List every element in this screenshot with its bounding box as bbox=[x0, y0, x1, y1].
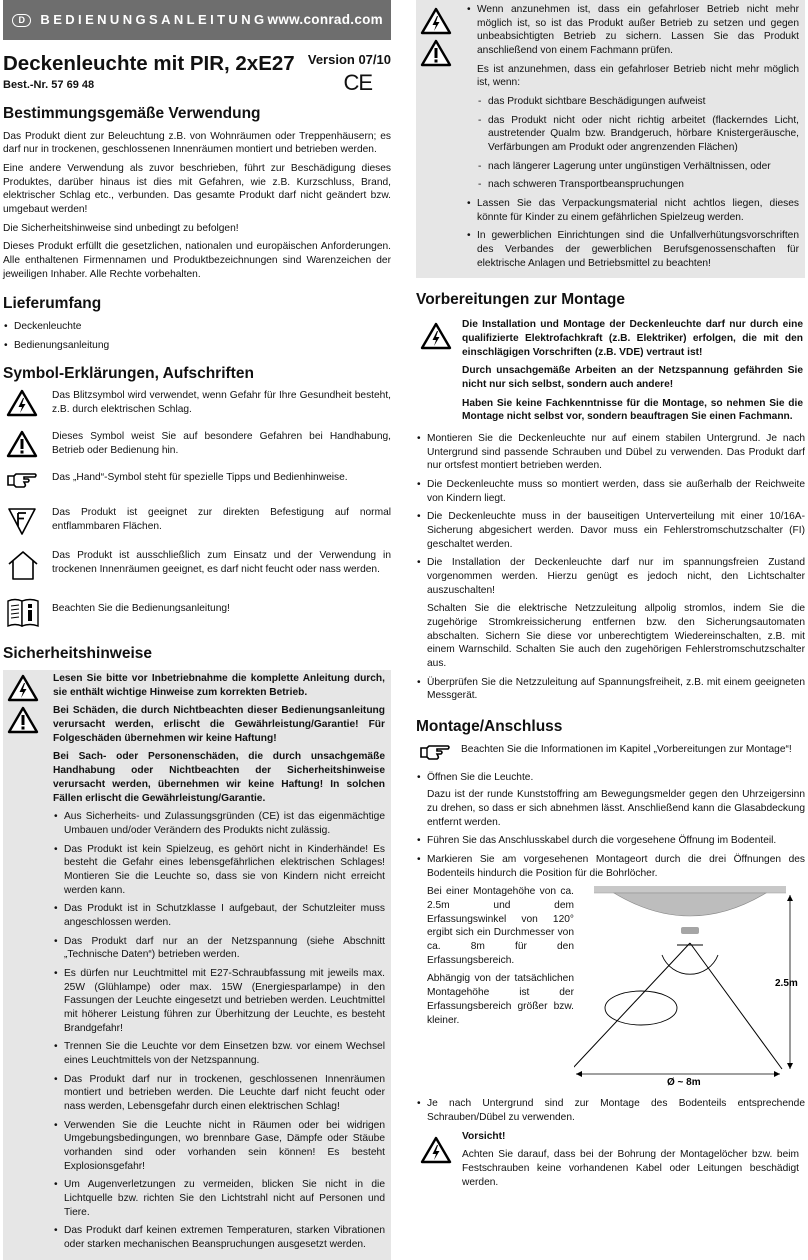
lightning-warning-icon bbox=[420, 1136, 452, 1164]
list-item: • Verwenden Sie die Leuchte nicht in Räumen oder bei widrigen Umgebungsbedingungen, wo brennbare Gase, Dämpfe oder Stäube vorhanden sind oder vorhanden sein können! Es besteht Explosionsgefahr! bbox=[53, 1119, 385, 1174]
symbol-description: Das „Hand“-Symbol steht für spezielle Tipps und Bedienhinweise. bbox=[52, 472, 348, 484]
hand-pointer-icon bbox=[6, 471, 38, 491]
motion-sensor bbox=[681, 927, 699, 934]
list-item: • In gewerblichen Einrichtungen sind die Unfallverhütungsvorschriften des Verbandes der gewerblichen Berufsgenossenschaften für elektrische Anlagen und Betriebsmittel zu beachten! bbox=[466, 229, 799, 270]
version-label: Version 07/10 bbox=[307, 52, 391, 67]
mounting-list bbox=[416, 771, 805, 881]
section-heading-mounting: Montage/Anschluss bbox=[416, 717, 563, 735]
lightning-warning-icon bbox=[420, 322, 452, 350]
left-column bbox=[3, 0, 391, 1260]
paragraph: Abhängig von der tatsächlichen Montagehöhe ist der Erfassungsbereich größer bzw. kleiner. bbox=[427, 973, 574, 1026]
paragraph: Es ist anzunehmen, dass ein gefahrloser Betrieb nicht mehr möglich ist, wenn: bbox=[477, 63, 799, 89]
list-item: • Überprüfen Sie die Netzzuleitung auf Spannungsfreiheit, z.B. mit einem geeigneten Messgerät. bbox=[416, 676, 805, 703]
paragraph: Das Produkt dient zur Beleuchtung z.B. von Wohnräumen oder Treppenhäusern; es darf nur in trockenen, geschlossenen Innenräumen montiert und betrieben werden. bbox=[3, 130, 391, 156]
delivery-list bbox=[3, 320, 391, 352]
warning-text: Die Installation und Montage der Deckenleuchte darf nur durch eine qualifizierte Elektrofachkraft (z.B. Elektriker) erfolgen, die mit den einschlägigen Vorschriften (z.B. VDE) vertraut ist! bbox=[462, 319, 803, 358]
hand-pointer-icon bbox=[419, 743, 451, 763]
height-label: 2.5m bbox=[775, 978, 798, 990]
symbol-row bbox=[3, 549, 391, 581]
detection-range-diagram bbox=[574, 883, 804, 1091]
list-item-text: Öffnen Sie die Leuchte. bbox=[427, 771, 534, 783]
list-item-text: Wenn anzunehmen ist, dass ein gefahrloser Betrieb nicht mehr möglich ist, so ist das Produkt außer Betrieb zu setzen und gegen unbeabsichtigten Betrieb zu sichern. Lassen Sie das Produkt anschließend von einem Fachmann prüfen. bbox=[477, 4, 799, 57]
warning-text: Haben Sie keine Fachkenntnisse für die Montage, so nehmen Sie die Montage nicht selbst vor, sondern beauftragen Sie einen Fachmann. bbox=[462, 397, 803, 423]
header-url: www.conrad.com bbox=[267, 11, 383, 27]
list-item: - nach schweren Transportbeanspruchungen bbox=[477, 178, 799, 192]
paragraph: Die Sicherheitshinweise sind unbedingt zu befolgen! bbox=[3, 222, 239, 234]
list-item: • Das Produkt darf keinen extremen Temperaturen, starken Vibrationen oder starken mechanischen Beanspruchungen ausgesetzt werden. bbox=[53, 1224, 385, 1251]
caution-text: Achten Sie darauf, dass bei der Bohrung der Montagelöcher bzw. beim Festschrauben keine vorhandenen Kabel oder Leitungen beschädigt werden. bbox=[462, 1149, 799, 1188]
list-item: - das Produkt sichtbare Beschädigungen aufweist bbox=[477, 95, 799, 109]
symbol-row bbox=[3, 506, 391, 536]
list-item bbox=[416, 771, 805, 830]
list-item: • Trennen Sie die Leuchte vor dem Einsetzen bzw. vor einem Wechsel eines Leuchtmittels von der Netzspannung. bbox=[53, 1040, 385, 1067]
diameter-label: Ø ~ 8m bbox=[667, 1077, 701, 1089]
section-heading-preparation: Vorbereitungen zur Montage bbox=[416, 291, 625, 309]
house-icon bbox=[6, 549, 40, 581]
safety-list-continued bbox=[466, 3, 799, 270]
safety-box-continued bbox=[416, 0, 805, 278]
safety-warning-text: Bei Sach- oder Personenschäden, die durch unsachgemäße Handhabung oder Nichtbeachten der Sicherheitshinweise verursacht werden, übernehmen wir keine Haftung! In solchen Fällen erlischt die Gewährleistung/Garantie. bbox=[53, 751, 385, 804]
list-item: • Aus Sicherheits- und Zulassungsgründen (CE) ist das eigenmächtige Umbauen und/oder Verändern des Produkts nicht zulässig. bbox=[53, 810, 385, 837]
paragraph: Dieses Produkt erfüllt die gesetzlichen, nationalen und europäischen Anforderungen. Alle enthaltenen Firmennamen und Produktbezeichnungen sind Warenzeichen der jeweiligen Inhaber. Alle Rechte vorbehalten. bbox=[3, 241, 391, 280]
symbol-description: Das Produkt ist ausschließlich zum Einsatz und der Verwendung in trockenen Innenräumen geeignet, es darf nicht feucht oder nass werden. bbox=[52, 550, 391, 576]
list-item: • Um Augenverletzungen zu vermeiden, blicken Sie nicht in die Lichtquelle bzw. richten Sie den Lichtstrahl nicht auf Personen und Tiere. bbox=[53, 1178, 385, 1219]
preparation-list bbox=[416, 432, 805, 597]
warning-text: Durch unsachgemäße Arbeiten an der Netzspannung gefährden Sie nicht nur sich selbst, sondern auch andere! bbox=[462, 365, 803, 390]
exclamation-warning-icon bbox=[7, 706, 39, 734]
section-heading-intended-use: Bestimmungsgemäße Verwendung bbox=[3, 105, 261, 122]
safety-list bbox=[53, 810, 385, 1251]
section-heading-safety: Sicherheitshinweise bbox=[3, 645, 153, 663]
section-heading-symbols: Symbol-Erklärungen, Aufschriften bbox=[3, 364, 254, 382]
safety-warning-text: Lesen Sie bitte vor Inbetriebnahme die komplette Anleitung durch, sie enthält wichtige Hinweise zum korrekten Betrieb. bbox=[53, 673, 385, 698]
lightning-warning-icon bbox=[6, 389, 38, 417]
f-mark-icon bbox=[6, 506, 38, 536]
caution-title: Vorsicht! bbox=[462, 1130, 506, 1142]
list-item: - nach längerer Lagerung unter ungünstigen Verhältnissen, oder bbox=[477, 160, 799, 174]
list-item: • Markieren Sie am vorgesehenen Montageort durch die drei Öffnungen des Bodenteils hindurch die Position für die Bohrlöcher. bbox=[416, 853, 805, 880]
symbol-description: Dieses Symbol weist Sie auf besondere Gefahren bei Handhabung, Betrieb oder Bedienung hin. bbox=[52, 431, 391, 457]
header-title: BEDIENUNGSANLEITUNG bbox=[40, 12, 268, 28]
lamp-shade bbox=[614, 893, 766, 916]
list-item: • Montieren Sie die Deckenleuchte nur auf einem stabilen Untergrund. Je nach Untergrund sind passende Schrauben und Dübel zu verwenden. Das Produkt darf nur ortsfest montiert betrieben werden. bbox=[416, 432, 805, 473]
list-item: • Führen Sie das Anschlusskabel durch die vorgesehene Öffnung im Bodenteil. bbox=[416, 834, 805, 848]
section-heading-delivery: Lieferumfang bbox=[3, 295, 102, 313]
list-item: • Das Produkt darf nur an der Netzspannung (siehe Abschnitt „Technische Daten“) betrieben werden. bbox=[53, 935, 385, 962]
list-item: • Die Deckenleuchte muss so montiert werden, dass sie außerhalb der Reichweite von Kindern liegt. bbox=[416, 478, 805, 505]
list-item: • Je nach Untergrund sind zur Montage des Bodenteils entsprechende Schrauben/Dübel zu verwenden. bbox=[416, 1097, 805, 1124]
item-number: Best.-Nr. 57 69 48 bbox=[3, 79, 95, 91]
list-item: • Das Produkt darf nur in trockenen, geschlossenen Innenräumen montiert und betrieben werden. Die Leuchte darf nicht feucht oder nass werden, Lebensgefahr durch einen elektrischen Schlag! bbox=[53, 1073, 385, 1114]
right-column bbox=[416, 0, 805, 1197]
language-badge: D bbox=[12, 14, 31, 27]
paragraph: Bei einer Montagehöhe von ca. 2.5m und dem Erfassungswinkel von 120° ergibt sich ein Durchmesser von ca. 8m für den Erfassungsbereich. bbox=[427, 886, 574, 966]
manual-info-icon bbox=[6, 596, 40, 628]
list-item: • Bedienungsanleitung bbox=[3, 339, 391, 353]
symbol-row bbox=[3, 430, 391, 458]
symbol-row bbox=[3, 389, 391, 417]
safety-box bbox=[3, 670, 391, 1260]
exclamation-warning-icon bbox=[6, 430, 38, 458]
list-item bbox=[466, 3, 799, 192]
list-item: • Das Produkt ist kein Spielzeug, es gehört nicht in Kinderhände! Es besteht die Gefahr eines lebensgefährlichen elektrischen Schlages! Montieren Sie die Leuchte so, dass sie von Kindern nicht erreicht werden kann. bbox=[53, 843, 385, 898]
lightning-warning-icon bbox=[420, 7, 452, 35]
list-item: • Es dürfen nur Leuchtmittel mit E27-Schraubfassung mit jeweils max. 25W (Glühlampe) oder max. 15W (Energiesparlampe) in den Fassungen der Leuchte eingesetzt und betrieben werden. Leuchtmittel mit höherer Leistung führen zur Überhitzung der Leuchte, es besteht Brandgefahr! bbox=[53, 967, 385, 1035]
list-item: • Die Deckenleuchte muss in der bauseitigen Unterverteilung mit einer 10/16A-Sicherung abgesichert werden. Davor muss ein Fehlerstromschutzschalter (FI) geschaltet werden. bbox=[416, 510, 805, 551]
ceiling bbox=[594, 886, 786, 893]
symbol-description: Das Produkt ist geeignet zur direkten Befestigung auf normal entflammbaren Flächen. bbox=[52, 507, 391, 533]
list-item: • Die Installation der Deckenleuchte darf nur im spannungsfreien Zustand vorgenommen werden. Hierzu genügt es jedoch nicht, den Lichtschalter auszuschalten! bbox=[416, 556, 805, 597]
symbol-description: Das Blitzsymbol wird verwendet, wenn Gefahr für Ihre Gesundheit besteht, z.B. durch elektrischen Schlag. bbox=[52, 390, 391, 416]
list-item: • Das Produkt ist in Schutzklasse I aufgebaut, der Schutzleiter muss angeschlossen werden. bbox=[53, 902, 385, 929]
title-block bbox=[3, 40, 391, 102]
list-item: • Deckenleuchte bbox=[3, 320, 391, 334]
safety-warning-text: Bei Schäden, die durch Nichtbeachten dieser Bedienungsanleitung verursacht werden, erlischt die Gewährleistung/Garantie! Für Folgeschäden übernehmen wir keine Haftung! bbox=[53, 705, 385, 744]
hand-note-text: Beachten Sie die Informationen im Kapitel „Vorbereitungen zur Montage“! bbox=[461, 743, 792, 755]
list-item: • Lassen Sie das Verpackungsmaterial nicht achtlos liegen, dieses könnte für Kinder zu einem gefährlichen Spielzeug werden. bbox=[466, 197, 799, 224]
paragraph: Dazu ist der runde Kunststoffring am Bewegungsmelder gegen den Uhrzeigersinn zu drehen, so dass er sich abnehmen lässt. Anschließend kann die Glasabdeckung entfernt werden. bbox=[427, 789, 805, 828]
caution-box bbox=[416, 1130, 805, 1198]
detection-circle bbox=[605, 991, 677, 1025]
figure-text bbox=[427, 885, 574, 1032]
header-bar bbox=[3, 0, 391, 40]
hand-note-row bbox=[416, 743, 805, 763]
detection-figure-block bbox=[416, 885, 805, 1093]
document-title: Deckenleuchte mit PIR, 2xE27 bbox=[3, 52, 295, 75]
paragraph: Schalten Sie die elektrische Netzzuleitung allpolig stromlos, indem Sie die zugehörige Stromkreissicherung entfernen bzw. den Sicherungsautomaten abschalten. Sichern Sie diese vor unberechtigtem Wiedereinschalten, z.B. mit einem Warnschild. Schalten Sie auch den zugehörigen Fehlerstromschutzschalter aus. bbox=[427, 603, 805, 669]
symbol-row bbox=[3, 471, 391, 491]
mounting-list-2 bbox=[416, 1097, 805, 1124]
lightning-warning-icon bbox=[7, 674, 39, 702]
paragraph: Eine andere Verwendung als zuvor beschrieben, führt zur Beschädigung dieses Produktes, darüber hinaus ist dies mit Gefahren, wie z.B. Kurzschluss, Brand, elektrischer Schlag etc., verbunden. Das gesamte Produkt darf nicht geändert bzw. umgebaut werden! bbox=[3, 163, 391, 216]
symbol-description: Beachten Sie die Bedienungsanleitung! bbox=[52, 603, 230, 615]
preparation-list-last bbox=[416, 676, 805, 703]
exclamation-warning-icon bbox=[420, 39, 452, 67]
symbol-row bbox=[3, 596, 391, 628]
list-item: - das Produkt nicht oder nicht richtig arbeitet (flackerndes Licht, austretender Qualm bzw. Brandgeruch, hörbare Knistergeräusche, Verfärbungen am Produkt oder angrenzenden Flächen) bbox=[477, 114, 799, 155]
preparation-warning bbox=[416, 316, 805, 432]
ce-mark-icon: CE bbox=[343, 70, 372, 95]
condition-list bbox=[477, 95, 799, 192]
